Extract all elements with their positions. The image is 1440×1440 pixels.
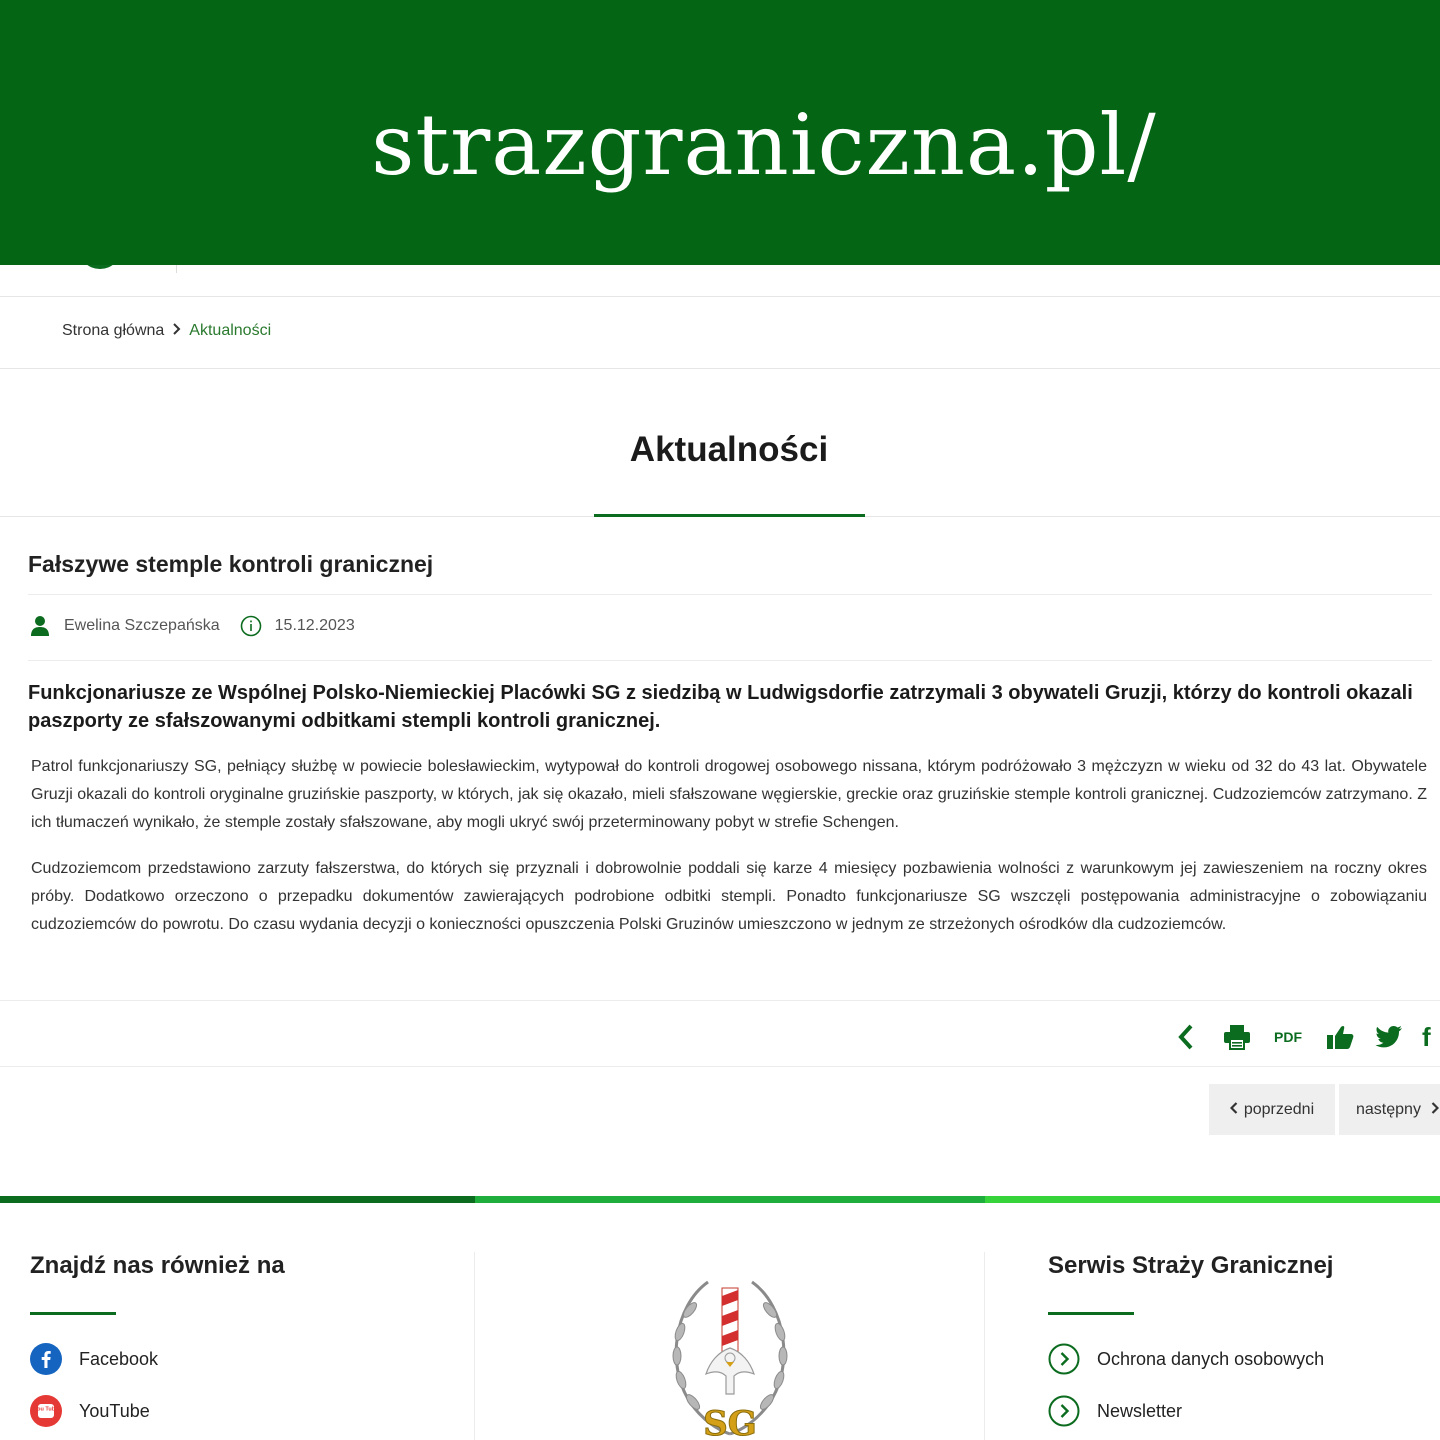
article-lead: Funkcjonariusze ze Wspólnej Polsko-Niemieckiej Placówki SG z siedzibą w Ludwigsdorfie zatrzymali 3 obywateli Gruzji, którzy do kontroli okazali paszporty ze sfałszowanymi odbitkami stempli kontroli granicznej. — [28, 682, 1413, 732]
footer-link-label: Newsletter — [1097, 1400, 1183, 1421]
article-title: Fałszywe stemple kontroli granicznej — [28, 551, 434, 577]
footer-divider — [984, 1252, 985, 1440]
svg-text:You Tube: You Tube — [33, 1406, 59, 1413]
footer-service-heading: Serwis Straży Granicznej — [1048, 1252, 1334, 1279]
print-icon — [1223, 1024, 1251, 1050]
footer-heading-underline — [1048, 1312, 1134, 1315]
site-banner — [0, 0, 1440, 265]
footer-stripe — [475, 1196, 985, 1203]
article-paragraph: Cudzoziemcom przedstawiono zarzuty fałszerstwa, do których się przyznali i dobrowolnie poddali się karze 4 miesięcy pozbawienia wolności z warunkowym jej zawieszeniem na roczny okres próby. Dodatkowo orzeczono o przepadku dokumentów zawierających podrobione odbitki stempli. Ponadto funkcjonariusze SG wszczęli postępowania administracyjne o zobowiązaniu cudzoziemców do powrotu. Do czasu wydania decyzji o konieczności opuszczenia Polski Gruzinów umieszczono w jednym ze strzeżonych ośrodków dla cudzoziemców. — [31, 860, 1427, 933]
footer-stripe — [985, 1196, 1440, 1203]
info-icon — [240, 615, 262, 637]
footer-heading-underline — [30, 1312, 116, 1315]
meta-divider — [28, 660, 1432, 661]
next-label: następny — [1356, 1100, 1421, 1118]
title-underline — [594, 514, 865, 517]
article-paragraph: Patrol funkcjonariuszy SG, pełniący służbę w powiecie bolesławieckim, wytypował do kontroli drogowej osobowego nissana, którym podróżowało 3 mężczyzn w wieku od 32 do 43 lat. Obywatele Gruzji okazali do kontroli oryginalne gruzińskie paszporty, w których, jak się okazało, mieli sfałszowane węgierskie, greckie oraz gruzińskie stemple kontroli granicznej. Cudzoziemców zatrzymano. Z ich tłumaczeń wynikało, że stemple zostały sfałszowane, aby mogli ukryć swój przeterminowany pobyt w strefie Schengen. — [31, 758, 1427, 831]
youtube-icon — [30, 1395, 62, 1427]
article-divider — [28, 594, 1432, 595]
pdf-button[interactable] — [1270, 1020, 1306, 1054]
thumbs-up-icon — [1326, 1024, 1354, 1050]
chevron-left-icon — [1230, 1101, 1238, 1119]
site-header — [0, 265, 1440, 297]
chevron-right-icon — [1431, 1101, 1439, 1119]
back-button[interactable] — [1172, 1020, 1200, 1054]
facebook-icon: f — [1422, 1021, 1431, 1052]
svg-text:SG: SG — [703, 1404, 757, 1440]
footer-link-newsletter[interactable] — [1048, 1395, 1182, 1427]
chevron-circle-right-icon — [1048, 1343, 1080, 1375]
breadcrumb — [62, 322, 271, 340]
breadcrumb-home[interactable]: Strona główna — [62, 322, 165, 339]
previous-button[interactable] — [1209, 1084, 1335, 1135]
footer-facebook-link[interactable] — [30, 1343, 158, 1375]
facebook-icon — [30, 1343, 62, 1375]
site-logo[interactable] — [78, 265, 122, 269]
article-meta — [30, 615, 355, 637]
tools-divider — [0, 1066, 1440, 1067]
twitter-icon — [1375, 1025, 1403, 1049]
footer-divider — [474, 1252, 475, 1440]
footer-social-heading: Znajdź nas również na — [30, 1252, 285, 1279]
footer-link-data-protection[interactable] — [1048, 1343, 1324, 1375]
content-divider — [0, 1000, 1440, 1001]
banner-domain-text: strazgraniczna.pl/ — [371, 96, 1157, 194]
breadcrumb-current[interactable]: Aktualności — [189, 322, 272, 339]
footer-youtube-link[interactable] — [30, 1395, 150, 1427]
border-guard-emblem — [660, 1270, 800, 1440]
chevron-circle-right-icon — [1048, 1395, 1080, 1427]
previous-label: poprzedni — [1243, 1100, 1315, 1118]
footer-stripe — [0, 1196, 475, 1203]
next-button[interactable] — [1339, 1084, 1440, 1135]
user-icon — [30, 615, 50, 637]
chevron-left-icon — [1178, 1024, 1194, 1050]
footer-link-label: Ochrona danych osobowych — [1097, 1348, 1325, 1369]
like-button[interactable] — [1325, 1020, 1355, 1054]
print-button[interactable] — [1222, 1020, 1252, 1054]
twitter-share-button[interactable] — [1374, 1020, 1404, 1054]
article-date: 15.12.2023 — [274, 617, 355, 634]
facebook-share-button[interactable] — [1422, 1020, 1440, 1054]
breadcrumb-divider — [0, 368, 1440, 369]
page-title: Aktualności — [629, 430, 829, 469]
pdf-label: PDF — [1274, 1029, 1302, 1045]
footer-youtube-label: YouTube — [79, 1400, 150, 1421]
header-divider — [176, 265, 177, 273]
chevron-right-icon — [172, 322, 181, 340]
article-author: Ewelina Szczepańska — [64, 617, 220, 634]
footer-facebook-label: Facebook — [79, 1348, 159, 1369]
